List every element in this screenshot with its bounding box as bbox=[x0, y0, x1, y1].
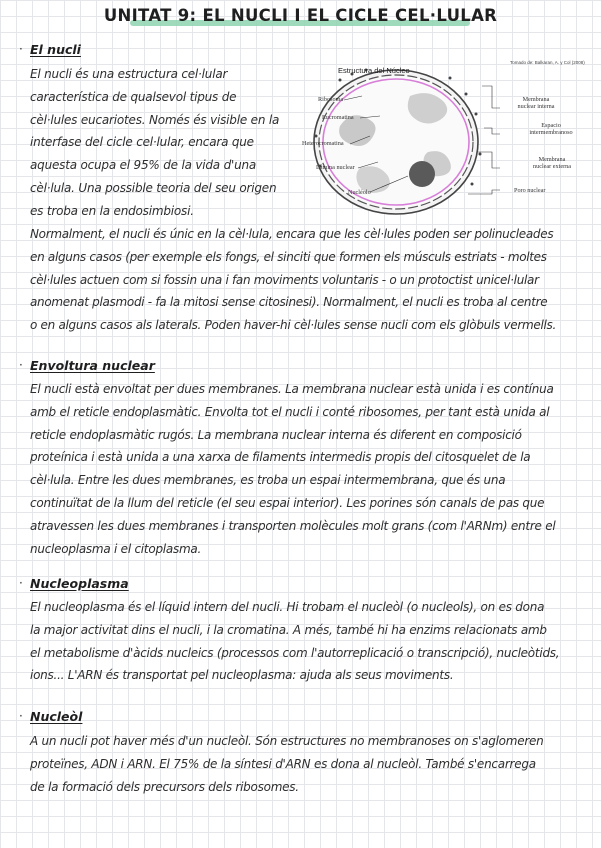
text-line: o en alguns casos als laterals. Poden haver-hi cèl·lules sense nucli com els glòbuls vermells. bbox=[30, 318, 556, 333]
text-line: cèl·lules actuen com si fossin una i fan moviments voluntaris - o un protoctist unicel·lular bbox=[30, 272, 539, 287]
label-lamina: Lámina nuclear bbox=[316, 164, 355, 171]
envoltura-body bbox=[30, 378, 580, 560]
label-membrana-externa: Membrana nuclear externa bbox=[533, 156, 571, 170]
heading-nucli: El nucli bbox=[30, 42, 81, 57]
bullet: · bbox=[19, 358, 23, 372]
bullet: · bbox=[19, 576, 23, 590]
figure-source: Tomado de: Balkaran, A. y Col (2008) bbox=[510, 60, 585, 65]
bullet: · bbox=[19, 709, 23, 723]
heading-nucleol: Nucleòl bbox=[30, 709, 83, 724]
label-ribosoma: Ribosoma bbox=[318, 96, 344, 103]
bullet: · bbox=[19, 42, 23, 56]
text-line: atravessen les dues membranes i transporten molècules molt grans (com l'ARNm) entre el bbox=[30, 518, 556, 533]
text-line: interfase del cicle cel·lular, encara que bbox=[30, 135, 254, 150]
text-line: El nucleoplasma és el líquid intern del nucli. Hi trobam el nucleòl (o nucleols), on es dona bbox=[30, 600, 545, 614]
text-line: El nucli està envoltat per dues membranes. La membrana nuclear està unida i es contínua bbox=[30, 382, 554, 396]
text-line: continuïtat de la llum del reticle (el seu espai interior). Les porines són canals de pas que bbox=[30, 495, 545, 510]
text-line: es troba en la endosimbiosi. bbox=[30, 203, 194, 218]
nucleus-illustration bbox=[300, 56, 594, 226]
page-title: UNITAT 9: EL NUCLI I EL CICLE CEL·LULAR bbox=[103, 6, 498, 25]
label-espacio: Espacio intermembranoso bbox=[529, 122, 573, 136]
text-line: El nucli és una estructura cel·lular bbox=[30, 67, 228, 81]
label-nucleolo: Nucléolo bbox=[348, 189, 371, 196]
text-line: en alguns casos (per exemple els fongs, el sinciti que formen els músculs estriats - moltes bbox=[30, 249, 547, 264]
text-line: A un nucli pot haver més d'un nucleòl. Són estructures no membranoses on s'aglomeren bbox=[30, 734, 544, 748]
text-line: aquesta ocupa el 95% de la vida d'una bbox=[30, 158, 257, 173]
nucleol-body bbox=[30, 730, 580, 798]
nucleolus-shape bbox=[409, 161, 435, 187]
text-line: anomenat plasmodi - fa la mitosi sense citosinesi). Normalment, el nucli es troba al centre bbox=[30, 295, 548, 310]
label-poro: Poro nuclear bbox=[514, 187, 546, 194]
text-line: el metabolisme d'àcids nucleics (processos com l'autorreplicació o transcripció), nucleòtids, bbox=[30, 645, 560, 660]
label-membrana-interna: Membrana nuclear interna bbox=[517, 96, 555, 110]
text-line: cèl·lula. Entre les dues membranes, es troba un espai intermembrana, que és una bbox=[30, 473, 506, 488]
nucli-body bbox=[30, 223, 580, 337]
text-line: Normalment, el nucli és únic en la cèl·lula, encara que les cèl·lules poden ser polinucleades bbox=[30, 227, 554, 241]
nucleoplasma-body bbox=[30, 596, 580, 687]
text-line: la major activitat dins el nucli, i la cromatina. A més, també hi ha enzims relacionats amb bbox=[30, 622, 547, 637]
label-heterocromatina: Heterocromatina bbox=[302, 140, 344, 147]
label-eucromatina: Eucromatina bbox=[322, 114, 354, 121]
nucli-intro bbox=[30, 63, 292, 223]
text-line: amb el reticle endoplasmàtic. Envolta tot el nucli i conté ribosomes, per tant està unida al bbox=[30, 404, 550, 419]
text-line: proteïnes, ADN i ARN. El 75% de la síntesi d'ARN es dona al nucleòl. També s'encarrega bbox=[30, 756, 536, 771]
text-line: nucleoplasma i el citoplasma. bbox=[30, 541, 202, 556]
text-line: característica de qualsevol tipus de bbox=[30, 89, 237, 104]
text-line: reticle endoplasmàtic rugós. La membrana nuclear interna és diferent en composició bbox=[30, 427, 522, 442]
text-line: ions... L'ARN és transportat pel nucleoplasma: ajuda als seus moviments. bbox=[30, 668, 454, 683]
text-line: proteínica i està unida a una xarxa de filaments intermedis propis del citosquelet de la bbox=[30, 450, 531, 465]
text-line: cèl·lula. Una possible teoria del seu origen bbox=[30, 180, 277, 195]
text-line: de la formació dels precursors dels ribosomes. bbox=[30, 779, 299, 794]
figure-title: Estructura del Núcleo bbox=[338, 66, 410, 75]
heading-nucleoplasma: Nucleoplasma bbox=[30, 576, 129, 591]
heading-envoltura: Envoltura nuclear bbox=[30, 358, 155, 373]
nucleus-diagram bbox=[300, 56, 594, 226]
text-line: cèl·lules eucariotes. Només és visible en la bbox=[30, 112, 280, 127]
